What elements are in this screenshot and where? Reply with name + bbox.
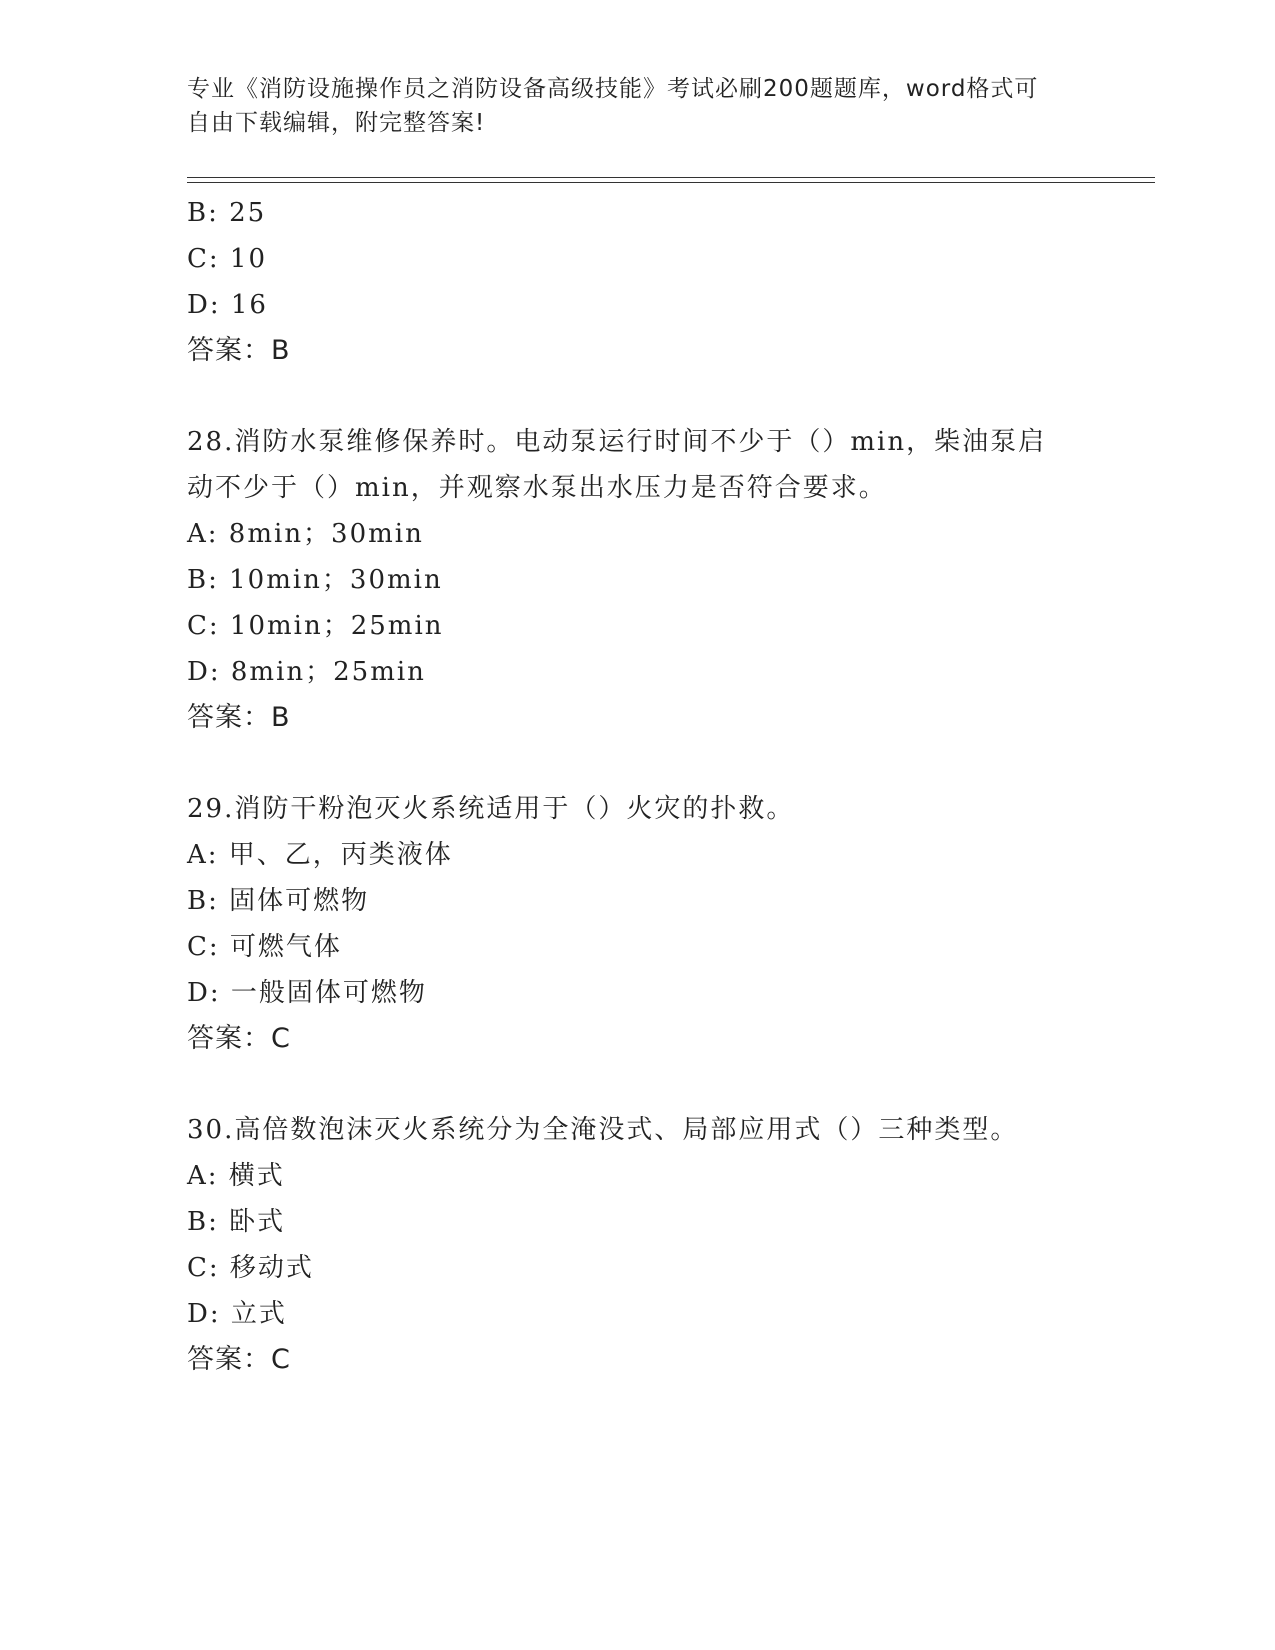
question-29 [187, 786, 1107, 1062]
question-stem-line-1: 29.消防干粉泡灭火系统适用于（）火灾的扑救。 [187, 794, 795, 824]
option-d: D: 8min；25min [187, 657, 426, 687]
option-d: D: 16 [187, 290, 268, 320]
question-spacer [187, 1062, 1107, 1107]
question-27 [187, 190, 1107, 374]
answer-line: 答案：B [187, 702, 291, 733]
option-c: C: 移动式 [187, 1253, 314, 1283]
question-list [187, 190, 1107, 1383]
option-a: A: 横式 [187, 1161, 285, 1191]
answer-line: 答案：C [187, 1344, 291, 1375]
option-c: C: 10 [187, 244, 268, 274]
option-b: B: 卧式 [187, 1207, 286, 1237]
option-a: A: 8min；30min [187, 519, 424, 549]
header-title-line-1: 专业《消防设施操作员之消防设备高级技能》考试必刷200题题库，word格式可 [187, 76, 1039, 102]
answer-line: 答案：C [187, 1023, 291, 1054]
option-b: B: 25 [187, 198, 267, 228]
question-30 [187, 1107, 1107, 1383]
question-stem-line-1: 28.消防水泵维修保养时。电动泵运行时间不少于（）min，柴油泵启 [187, 427, 1047, 457]
option-d: D: 立式 [187, 1299, 287, 1329]
option-c: C: 10min；25min [187, 611, 444, 641]
header-title-line-2: 自由下载编辑，附完整答案! [187, 110, 486, 136]
option-d: D: 一般固体可燃物 [187, 978, 427, 1008]
option-b: B: 固体可燃物 [187, 886, 370, 916]
question-spacer [187, 374, 1107, 419]
header-divider-bottom [187, 182, 1155, 183]
page-header [187, 72, 1067, 140]
header-divider-top [187, 177, 1155, 178]
question-spacer [187, 741, 1107, 786]
option-a: A: 甲、乙，丙类液体 [187, 840, 453, 870]
question-stem-line-2: 动不少于（）min，并观察水泵出水压力是否符合要求。 [187, 473, 887, 503]
question-28 [187, 419, 1107, 741]
option-c: C: 可燃气体 [187, 932, 342, 962]
question-stem-line-1: 30.高倍数泡沫灭火系统分为全淹没式、局部应用式（）三种类型。 [187, 1115, 1019, 1145]
option-b: B: 10min；30min [187, 565, 443, 595]
answer-line: 答案：B [187, 335, 291, 366]
